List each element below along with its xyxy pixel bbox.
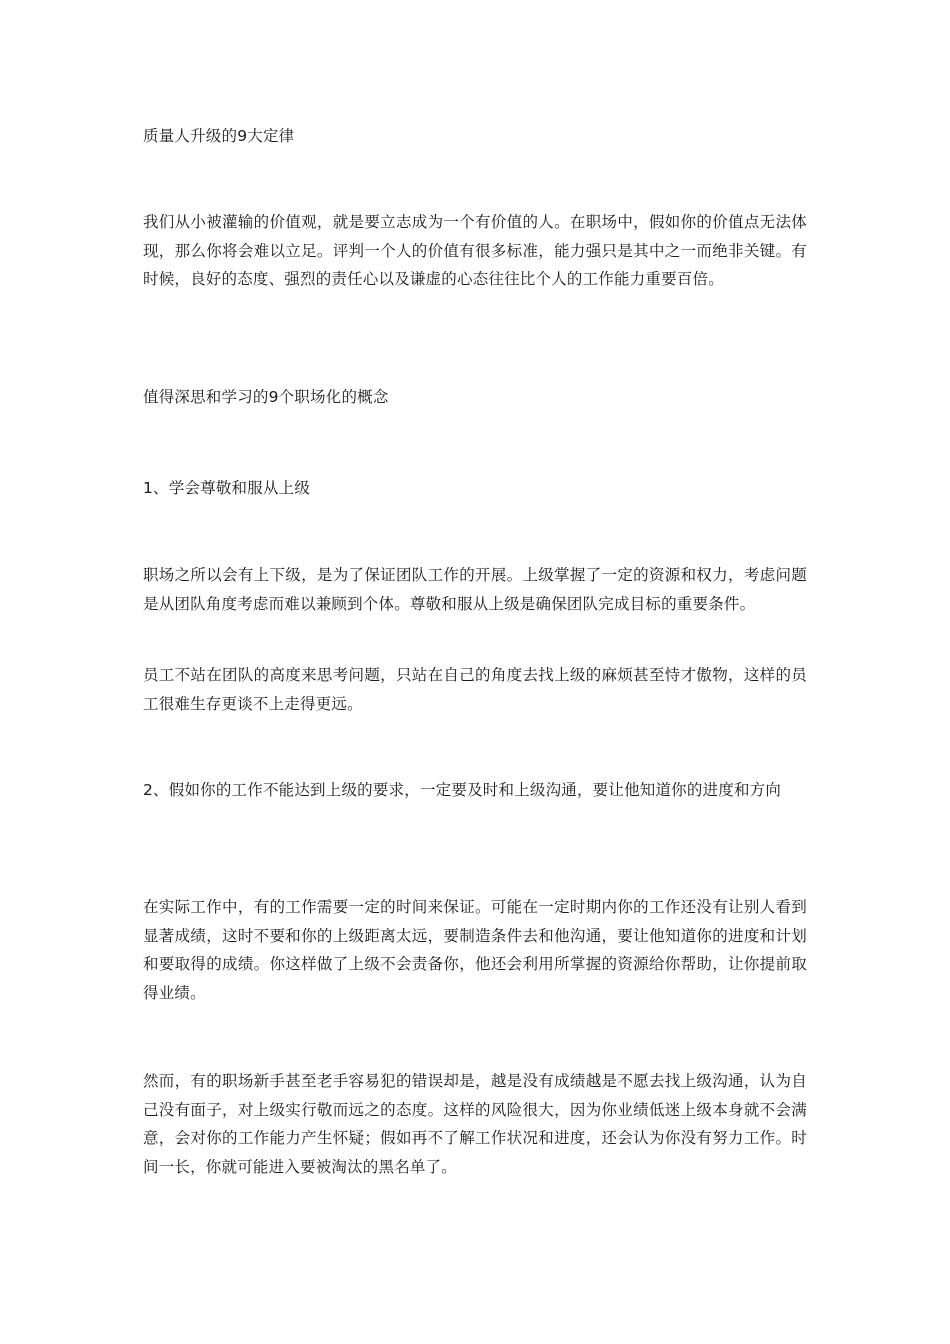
section-subtitle: 值得深思和学习的9个职场化的概念: [143, 388, 389, 406]
section2-paragraph-1: 在实际工作中，有的工作需要一定的时间来保证。可能在一定时期内你的工作还没有让别人看到显著成绩，这时不要和你的上级距离太远，要制造条件去和他沟通，要让他知道你的进度和计划和要取得的成绩。你这样做了上级不会责备你，他还会利用所掌握的资源给你帮助，让你提前取得业绩。: [143, 898, 807, 1002]
section2-heading: 2、假如你的工作不能达到上级的要求，一定要及时和上级沟通，要让他知道你的进度和方向: [143, 781, 782, 799]
section2-paragraph-2: 然而，有的职场新手甚至老手容易犯的错误却是，越是没有成绩越是不愿去找上级沟通，认为自己没有面子，对上级实行敬而远之的态度。这样的风险很大，因为你业绩低迷上级本身就不会满意，会对你的工作能力产生怀疑；假如再不了解工作状况和进度，还会认为你没有努力工作。时间一长，你就可能进入要被淘汰的黑名单了。: [143, 1072, 807, 1176]
section1-paragraph-2: 员工不站在团队的高度来思考问题，只站在自己的角度去找上级的麻烦甚至恃才傲物，这样的员工很难生存更谈不上走得更远。: [143, 666, 807, 713]
document-title: 质量人升级的9大定律: [143, 127, 295, 145]
section1-heading: 1、学会尊敬和服从上级: [143, 479, 311, 497]
intro-paragraph: 我们从小被灌输的价值观，就是要立志成为一个有价值的人。在职场中，假如你的价值点无法体现，那么你将会难以立足。评判一个人的价值有很多标准，能力强只是其中之一而绝非关键。有时候，良好的态度、强烈的责任心以及谦虚的心态往往比个人的工作能力重要百倍。: [143, 213, 807, 288]
section1-paragraph-1: 职场之所以会有上下级，是为了保证团队工作的开展。上级掌握了一定的资源和权力，考虑问题是从团队角度考虑而难以兼顾到个体。尊敬和服从上级是确保团队完成目标的重要条件。: [143, 566, 807, 613]
